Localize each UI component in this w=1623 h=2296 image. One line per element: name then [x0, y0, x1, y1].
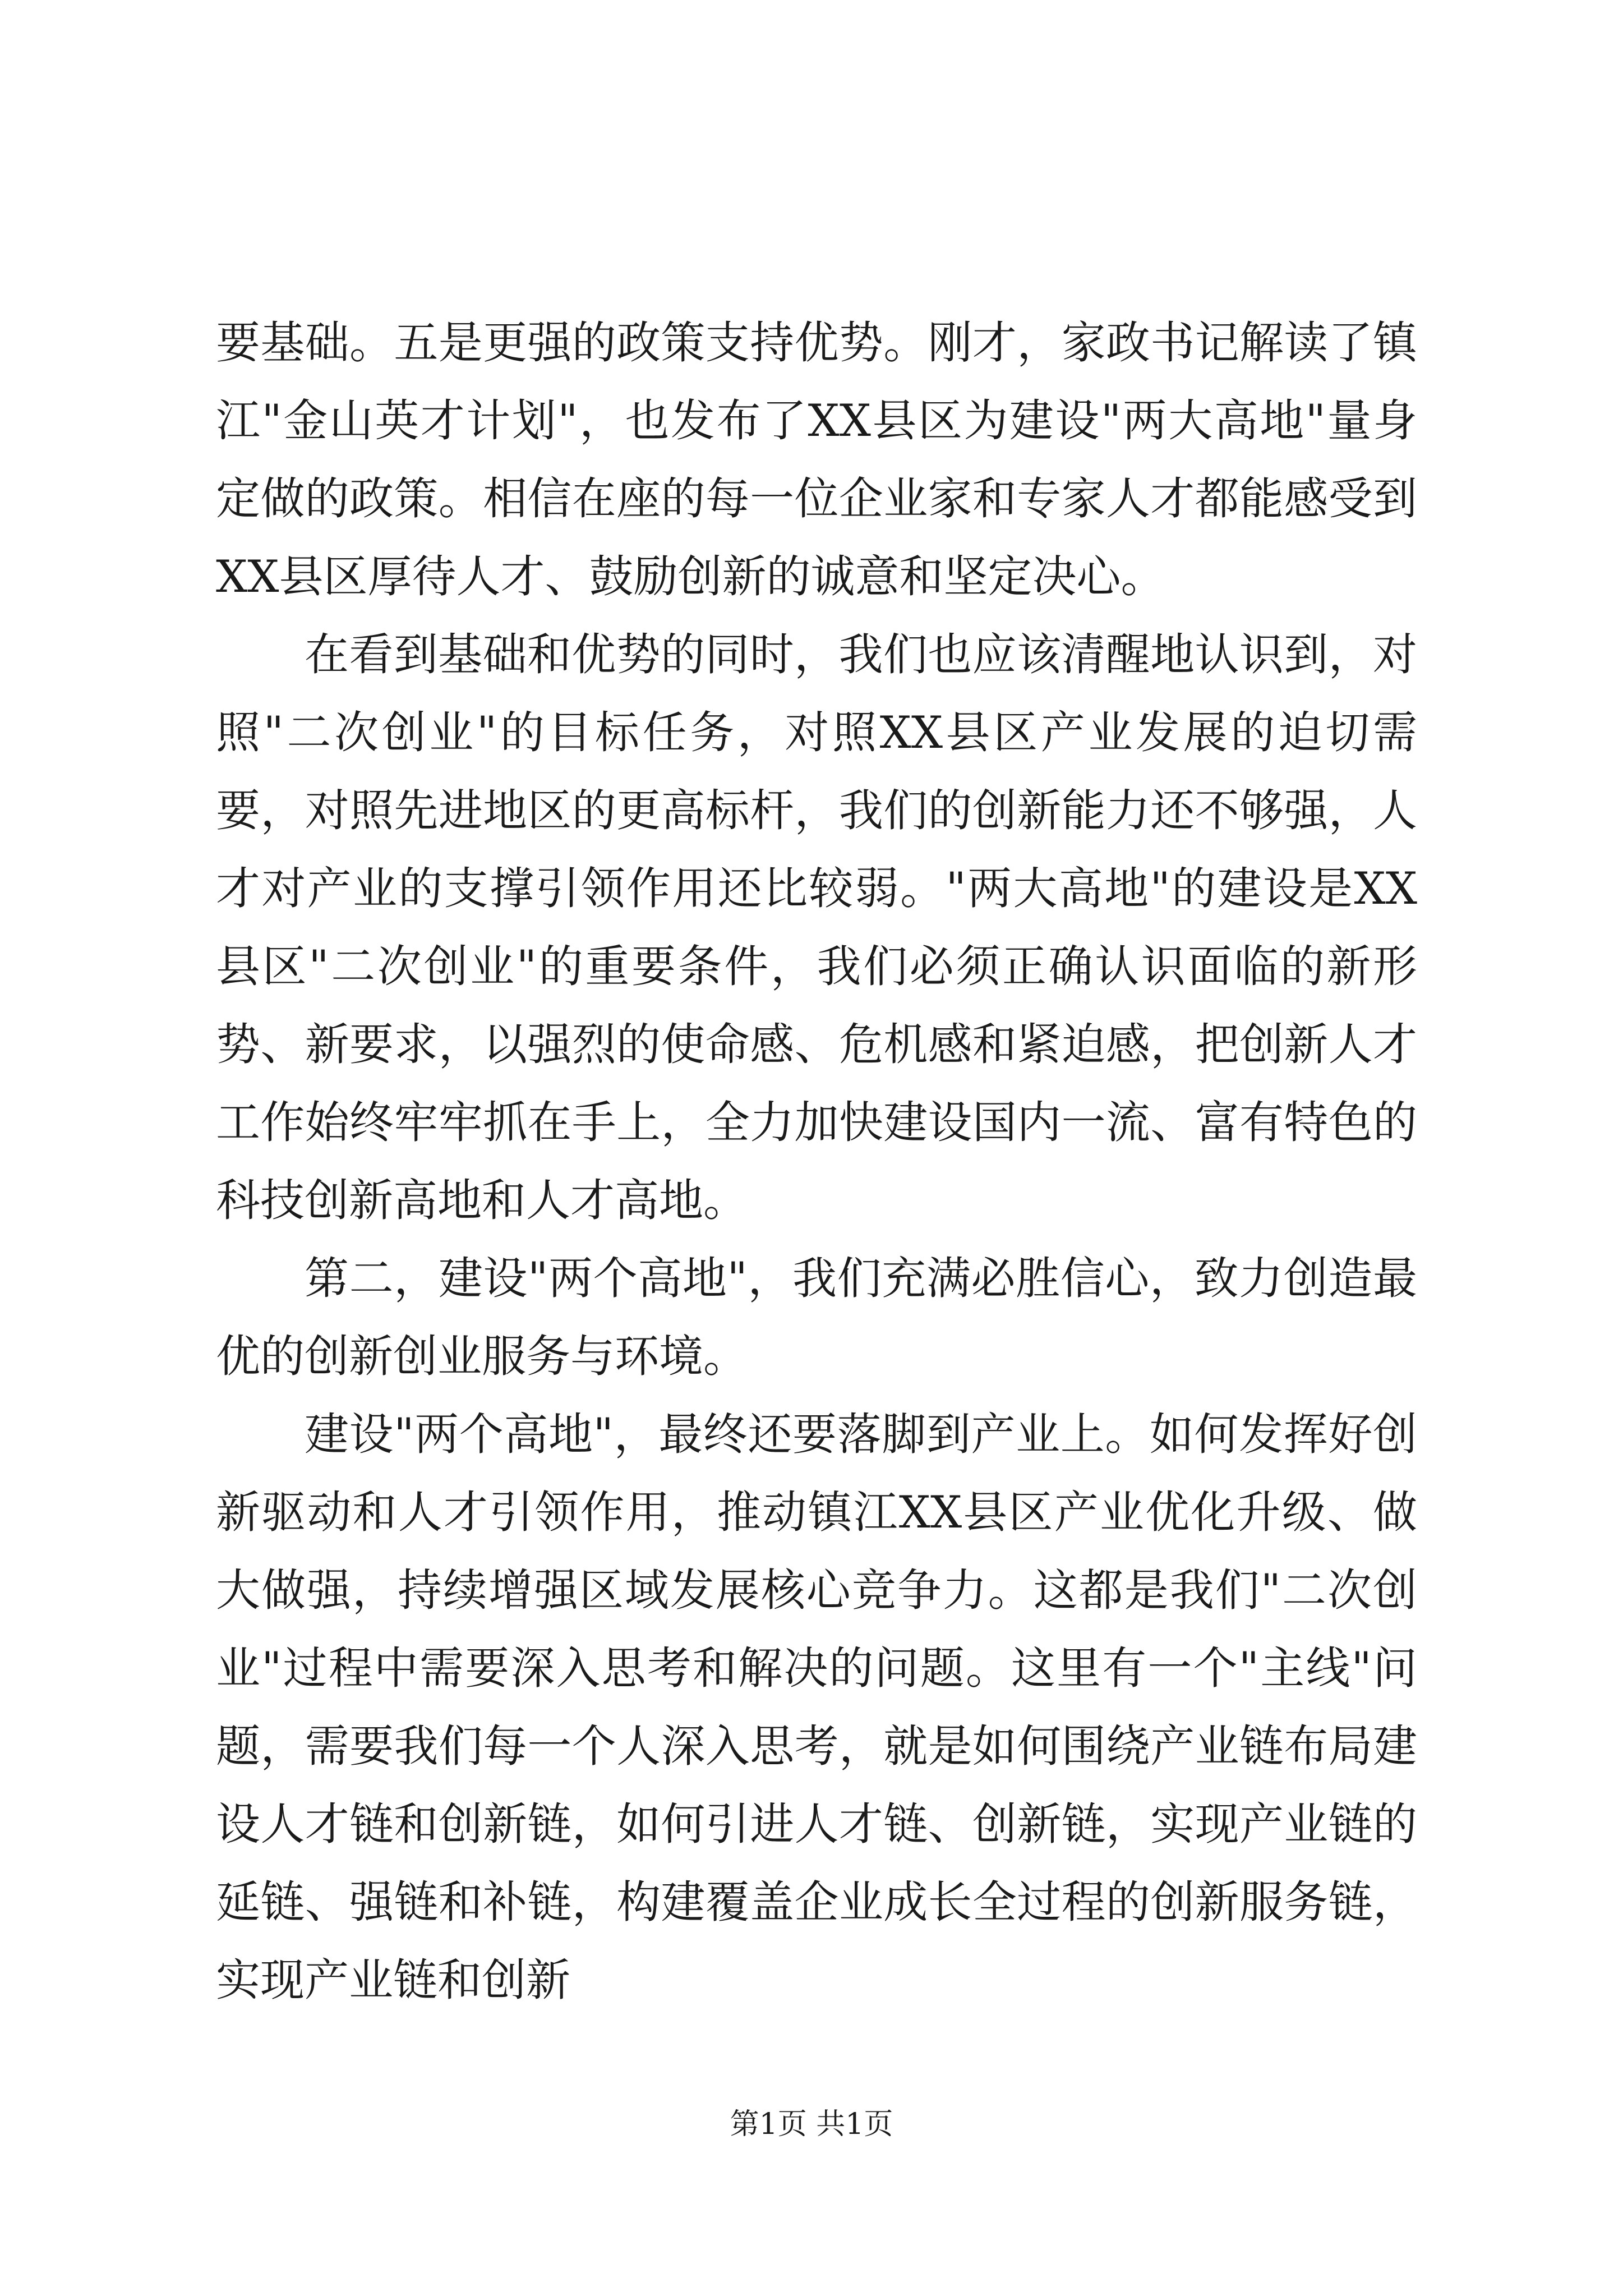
paragraph-heading: 第二，建设"两个高地"，我们充满必胜信心，致力创造最优的创新创业服务与环境。: [216, 1253, 1417, 1382]
paragraph: 在看到基础和优势的同时，我们也应该清醒地认识到，对照"二次创业"的目标任务，对照XX县区产业发展的迫切需要，对照先进地区的更高标杆，我们的创新能力还不够强，人才对产业的支撑引领作用还比较弱。"两大高地"的建设是XX县区"二次创业"的重要条件，我们必须正确认识面临的新形势、新要求，以强烈的使命感、危机感和紧迫感，把创新人才工作始终牢牢抓在手上，全力加快建设国内一流、富有特色的科技创新高地和人才高地。: [216, 629, 1417, 1226]
page-number-footer: 第1页 共1页: [730, 2108, 893, 2141]
paragraph: 建设"两个高地"，最终还要落脚到产业上。如何发挥好创新驱动和人才引领作用，推动镇江XX县区产业优化升级、做大做强，持续增强区域发展核心竞争力。这都是我们"二次创业"过程中需要深入思考和解决的问题。这里有一个"主线"问题，需要我们每一个人深入思考，就是如何围绕产业链布局建设人才链和创新链，如何引进人才链、创新链，实现产业链的延链、强链和补链，构建覆盖企业成长全过程的创新服务链，实现产业链和创新: [216, 1409, 1417, 2006]
document-body: [216, 304, 1417, 2019]
paragraph-continued: 要基础。五是更强的政策支持优势。刚才，家政书记解读了镇江"金山英才计划"，也发布了XX县区为建设"两大高地"量身定做的政策。相信在座的每一位企业家和专家人才都能感受到XX县区厚待人才、鼓励创新的诚意和坚定决心。: [216, 317, 1417, 602]
